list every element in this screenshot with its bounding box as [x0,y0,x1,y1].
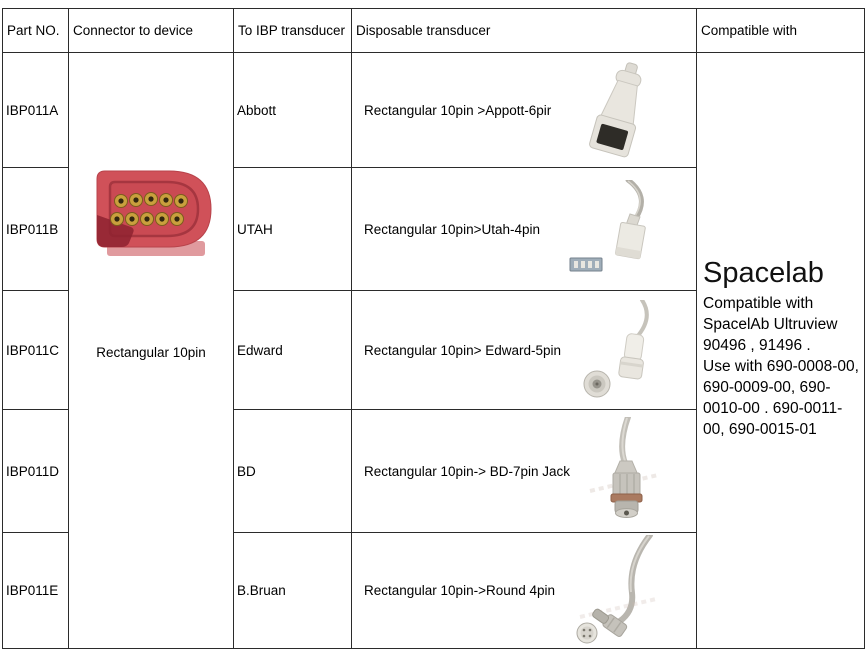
connector-label: Rectangular 10pin [96,345,206,360]
part-no-cell: IBP011B [3,168,69,291]
abbott-6pin-connector-image [574,60,666,160]
ibp-transducer-cell: Abbott [234,53,352,168]
brand-title: Spacelab [703,257,824,289]
ibp-transducer-cell: Edward [234,291,352,410]
ibp-transducer-cell: BD [234,410,352,533]
disposable-transducer-cell [352,533,697,649]
disposable-transducer-cell [352,53,697,168]
part-no-cell: IBP011D [3,410,69,533]
column-header-part-no: Part NO. [3,9,69,53]
table-row [3,53,865,168]
round-4pin-connector-image [570,535,666,647]
disposable-label: Rectangular 10pin->Round 4pin [364,583,556,598]
edward-5pin-connector-image [578,300,666,400]
ibp-transducer-cell: UTAH [234,168,352,291]
column-header-disposable-transducer: Disposable transducer [352,9,697,53]
compatibility-details [703,293,860,440]
ibp-adapter-table [2,8,865,649]
bd-7pin-jack-connector-image [582,417,666,525]
utah-4pin-connector-image [562,180,666,278]
part-no-cell: IBP011C [3,291,69,410]
disposable-transducer-cell [352,291,697,410]
column-header-connector-to-device: Connector to device [69,9,234,53]
disposable-transducer-cell [352,168,697,291]
disposable-label: Rectangular 10pin >Appott-6pir [364,102,552,118]
column-header-to-ibp-transducer: To IBP transducer [234,9,352,53]
column-header-compatible-with: Compatible with [697,9,865,53]
disposable-label: Rectangular 10pin>Utah-4pin [364,221,540,237]
disposable-label: Rectangular 10pin> Edward-5pin [364,342,562,358]
compatibility-line-1: Compatible with SpacelAb Ultruview 90496 , 91496 . [703,295,838,354]
part-no-cell: IBP011A [3,53,69,168]
ibp-transducer-cell: B.Bruan [234,533,352,649]
compatibility-line-2: Use with 690-0008-00, 690-0009-00, 690-0010-00 . 690-0011-00, 690-0015-01 [703,358,859,438]
connector-to-device-cell [69,53,234,649]
part-no-cell: IBP011E [3,533,69,649]
compatible-with-cell [697,53,865,649]
disposable-transducer-cell [352,410,697,533]
red-rectangular-10pin-connector-image [87,169,215,261]
ibp-adapter-spec-page [0,8,866,658]
disposable-label: Rectangular 10pin-> BD-7pin Jack [364,463,570,479]
header-row [3,9,865,53]
